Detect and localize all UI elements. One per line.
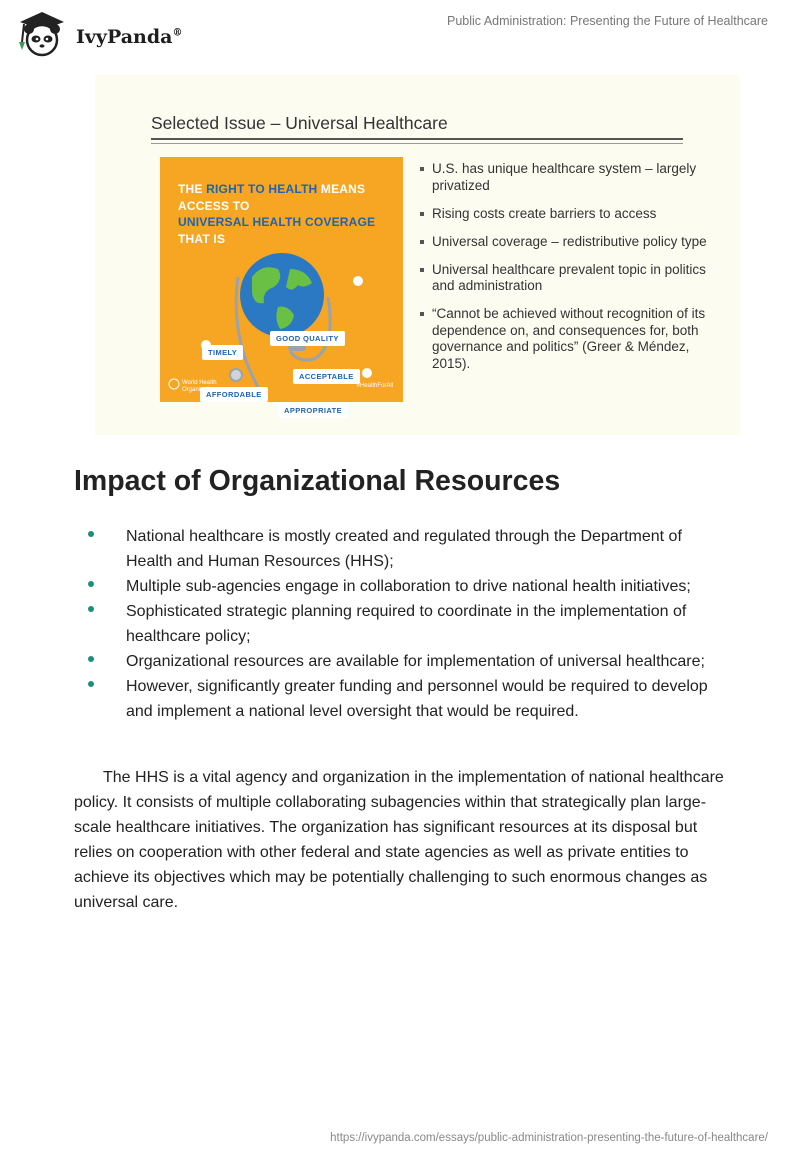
bullet-dot-icon: [88, 531, 94, 537]
footer-url-link[interactable]: https://ivypanda.com/essays/public-administration-presenting-the-future-of-healthcare/: [330, 1132, 768, 1144]
slide-divider-thin: [151, 143, 683, 144]
poster-tag-timely: TIMELY: [202, 345, 243, 360]
list-item-text: Multiple sub-agencies engage in collaboration to drive national health initiatives;: [126, 578, 691, 595]
slide-image: [95, 75, 740, 435]
list-item: [88, 649, 728, 674]
bullet-list: [88, 524, 728, 724]
list-item-text: Sophisticated strategic planning required to coordinate in the implementation of healthcare policy;: [126, 603, 687, 645]
poster-hashtag: #HealthForAll: [356, 383, 393, 389]
slide-title: Selected Issue – Universal Healthcare: [151, 113, 448, 133]
who-poster: [160, 157, 403, 415]
list-item-text: However, significantly greater funding and personnel would be required to develop and implement a national level oversight that would be required.: [126, 678, 708, 720]
bullet-dot-icon: [88, 581, 94, 587]
bullet-dot-icon: [88, 681, 94, 687]
list-item-text: Organizational resources are available for implementation of universal healthcare;: [126, 653, 705, 670]
list-item: [88, 674, 728, 724]
bullet-dot-icon: [88, 656, 94, 662]
list-item: [88, 574, 728, 599]
poster-headline: THE RIGHT TO HEALTH MEANS ACCESS TO UNIVERSAL HEALTH COVERAGE THAT IS: [178, 182, 376, 246]
document-title: Public Administration: Presenting the Future of Healthcare: [446, 14, 768, 28]
brand-logo[interactable]: [12, 8, 182, 60]
slide-bullet-list: [420, 161, 720, 384]
globe-stethoscope-illustration: [160, 157, 403, 402]
poster-tag-appropriate: APPROPRIATE: [278, 403, 348, 418]
slide-divider: [151, 138, 683, 140]
slide-bullet: Rising costs create barriers to access: [420, 206, 720, 223]
poster-org-label: World Health Organization: [182, 380, 217, 393]
brand-name: IvyPanda®: [76, 26, 183, 48]
list-item: [88, 524, 728, 574]
bullet-dot-icon: [88, 606, 94, 612]
poster-tag-acceptable: ACCEPTABLE: [293, 369, 360, 384]
slide-bullet: “Cannot be achieved without recognition of its dependence on, and consequences for, both governance and politics” (Greer & Méndez, 2015).: [420, 306, 720, 372]
list-item-text: National healthcare is mostly created and regulated through the Department of Health and Human Resources (HHS);: [126, 528, 682, 570]
slide-bullet: Universal healthcare prevalent topic in politics and administration: [420, 262, 720, 295]
body-paragraph: The HHS is a vital agency and organization in the implementation of national healthcare policy. It consists of multiple collaborating subagencies within that strategically plan large-scale healthcare initiatives. The organization has significant resources at its disposal but relies on cooperation with other federal and state agencies as well as private entities to achieve its objectives which may be potentially challenging to such enormous changes as universal care.: [74, 769, 724, 911]
panda-graduate-icon: [12, 8, 72, 60]
poster-tag-good-quality: GOOD QUALITY: [270, 331, 345, 346]
list-item: [88, 599, 728, 649]
poster-tag-affordable: AFFORDABLE: [200, 387, 268, 402]
slide-bullet: U.S. has unique healthcare system – largely privatized: [420, 161, 720, 194]
section-heading: Impact of Organizational Resources: [74, 465, 561, 497]
slide-bullet: Universal coverage – redistributive policy type: [420, 234, 720, 251]
